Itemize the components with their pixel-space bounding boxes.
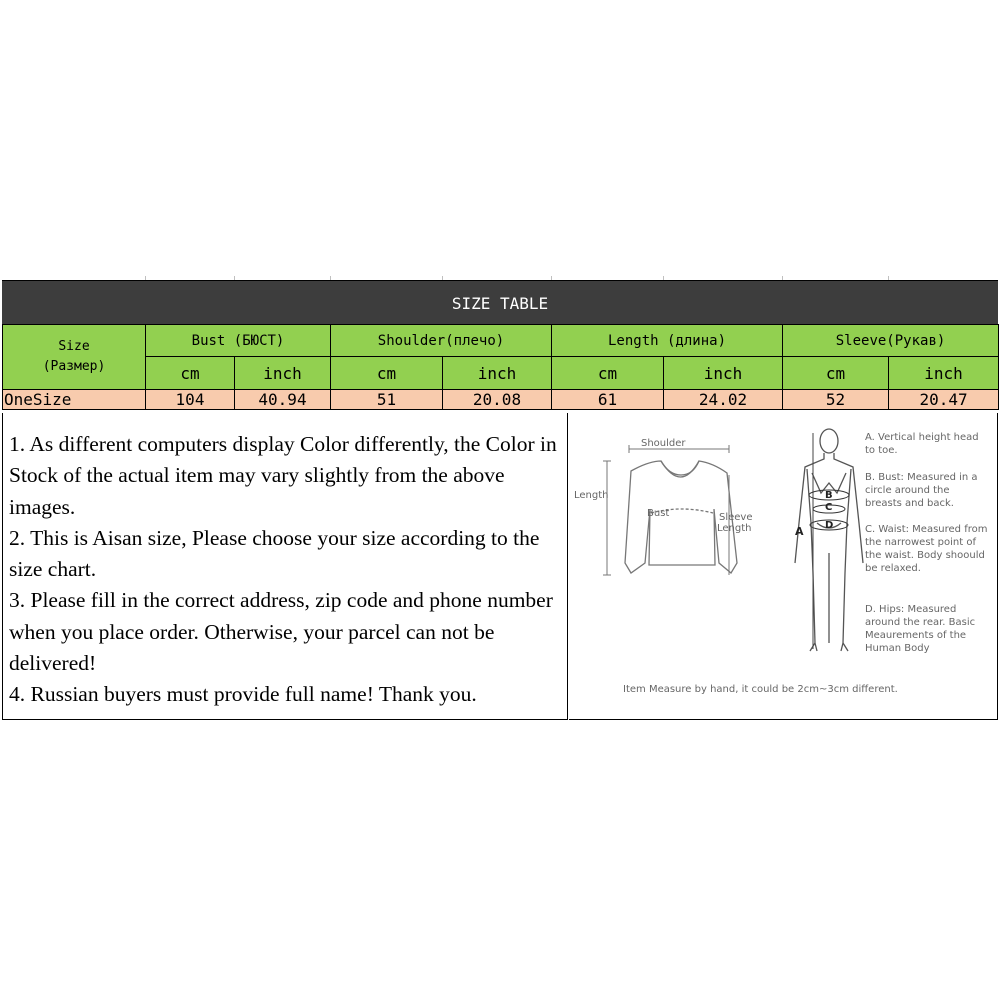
sleeve-label-2: Length [717,523,752,534]
marker-c: C [825,502,833,513]
table-row [3,390,999,410]
note-item: 3. Please fill in the correct address, zip code and phone number when you place order. Otherwise, your parcel can not be delivered! [9,588,553,676]
size-header-cell [3,325,146,390]
size-value: OneSize [3,390,146,410]
bust-inch: 40.94 [235,390,331,410]
shoulder-inch: 20.08 [443,390,552,410]
unit-cell: cm [552,357,664,390]
unit-cell: cm [783,357,889,390]
size-header-label-ru: (Размер) [42,359,106,374]
unit-cell: inch [443,357,552,390]
human-figure [795,429,863,651]
length-label: Length [574,490,609,501]
shoulder-label: Shoulder [641,438,686,449]
unit-cell: cm [146,357,235,390]
marker-b: B [825,490,833,501]
marker-d: D [825,520,834,531]
legend-c: C. Waist: Measured from the narrowest point of the waist. Body shoould be relaxed. [865,524,988,574]
note-item: 1. As different computers display Color differently, the Color in Stock of the actual item may vary slightly from the above images. [9,432,557,519]
length-header: Length (длина) [552,325,783,357]
bust-label: Bust [647,508,670,519]
legend-d: D. Hips: Measured around the rear. Basic Meaurements of the Human Body [865,604,976,654]
shoulder-header: Shoulder(плечо) [331,325,552,357]
unit-cell: inch [235,357,331,390]
marker-a: A [795,525,804,538]
notes-panel [2,413,568,720]
shoulder-cm: 51 [331,390,443,410]
size-table [2,324,999,410]
unit-cell: inch [664,357,783,390]
size-table-title: SIZE TABLE [2,280,998,325]
sleeve-cm: 52 [783,390,889,410]
length-inch: 24.02 [664,390,783,410]
sleeve-header: Sleeve(Рукав) [783,325,999,357]
bust-cm: 104 [146,390,235,410]
header-row [3,325,999,357]
unit-row [3,357,999,390]
unit-cell: cm [331,357,443,390]
size-header-label: Size [58,339,90,354]
measure-footnote: Item Measure by hand, it could be 2cm~3cm different. [623,684,898,695]
unit-cell: inch [889,357,999,390]
legend-a: A. Vertical height head to toe. [865,432,979,456]
legend-b: B. Bust: Measured in a circle around the breasts and back. [865,472,978,509]
measurement-diagram [569,413,998,720]
sleeve-inch: 20.47 [889,390,999,410]
sleeve-label: Sleeve [719,512,753,523]
bust-header: Bust (БЮСТ) [146,325,331,357]
length-cm: 61 [552,390,664,410]
note-item: 4. Russian buyers must provide full name! Thank you. [9,682,477,707]
note-item: 2. This is Aisan size, Please choose your size according to the size chart. [9,525,540,582]
